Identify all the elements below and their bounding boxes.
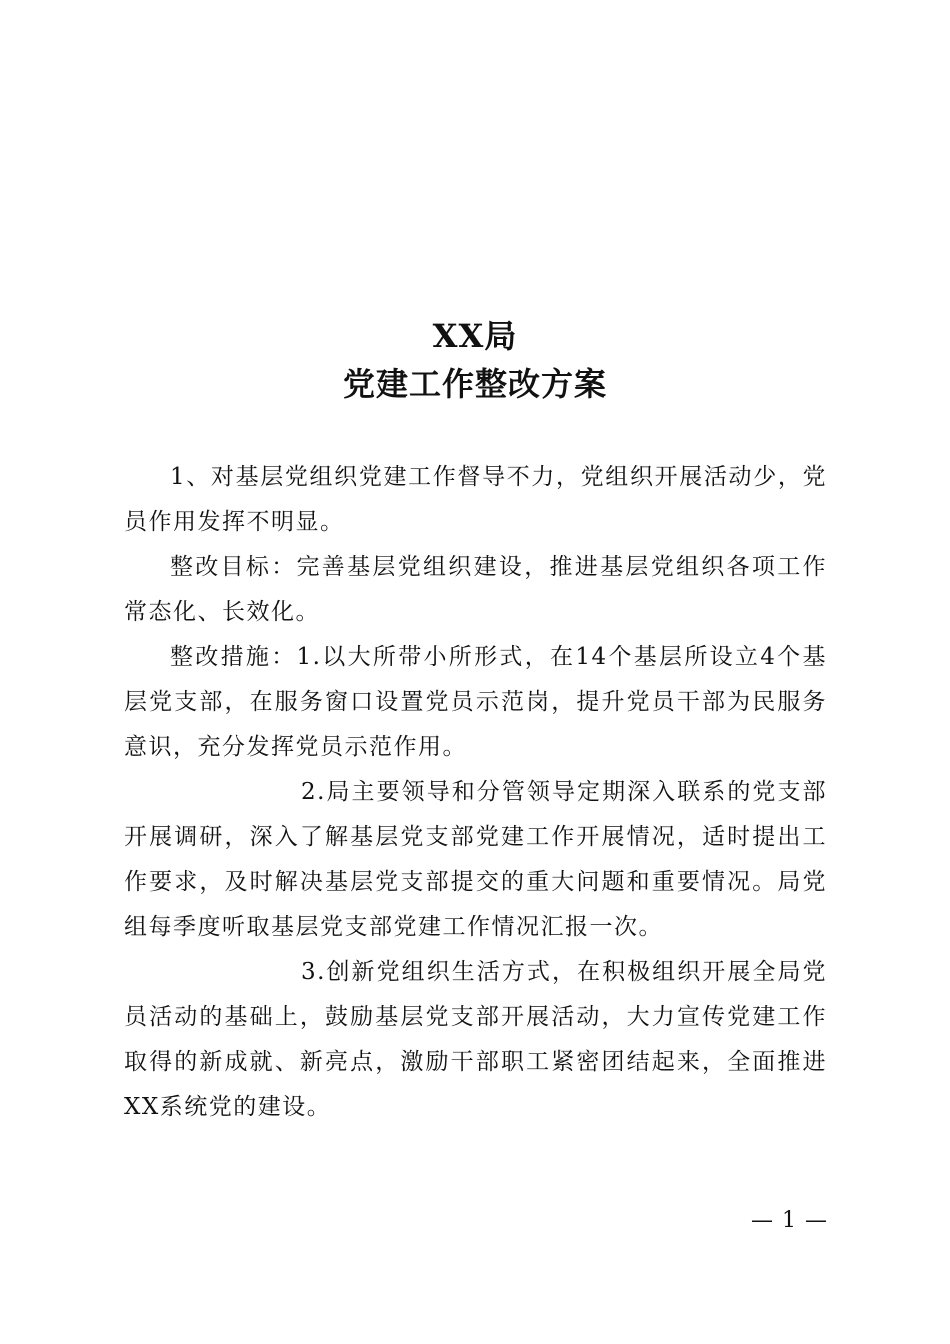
title-line-2: 党建工作整改方案 (342, 365, 607, 403)
title-line-1: XX局 (432, 317, 518, 355)
paragraph-measure-1: 整改措施：1.以大所带小所形式，在14个基层所设立4个基层党支部，在服务窗口设置党员示范岗，提升党员干部为民服务意识，充分发挥党员示范作用。 (124, 644, 827, 760)
document-title (0, 312, 950, 408)
paragraph-goal: 整改目标：完善基层党组织建设，推进基层党组织各项工作常态化、长效化。 (124, 554, 827, 625)
paragraph-measure-3: 3.创新党组织生活方式，在积极组织开展全局党员活动的基础上，鼓励基层党支部开展活动，大力宣传党建工作取得的新成就、新亮点，激励干部职工紧密团结起来，全面推进XX系统党的建设。 (124, 959, 827, 1120)
document-body (124, 455, 827, 1130)
paragraph-measure-2: 2.局主要领导和分管领导定期深入联系的党支部开展调研，深入了解基层党支部党建工作开展情况，适时提出工作要求，及时解决基层党支部提交的重大问题和重要情况。局党组每季度听取基层党支部党建工作情况汇报一次。 (124, 779, 827, 940)
paragraph-issue-1: 1、对基层党组织党建工作督导不力，党组织开展活动少，党员作用发挥不明显。 (124, 464, 827, 535)
page-number: — 1 — (751, 1208, 828, 1233)
